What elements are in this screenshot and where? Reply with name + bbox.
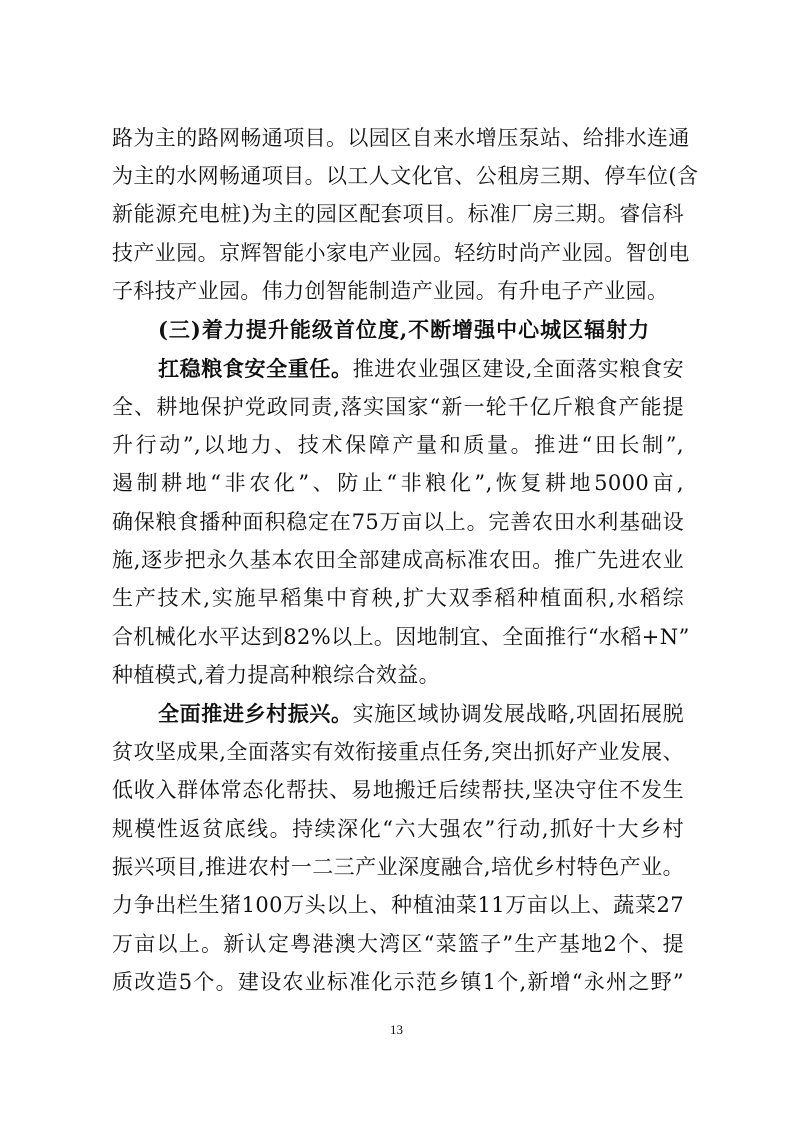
page-number: 13 [390, 1022, 403, 1037]
paragraph-text: 推进农业强区建设,全面落实粮食安 [352, 357, 684, 381]
paragraph-line: 子科技产业园。伟力创智能制造产业园。有升电子产业园。 [112, 279, 669, 303]
paragraph-line: 施,逐步把永久基本农田全部建成高标准农田。推广先进农业 [112, 548, 684, 572]
paragraph-lead: 扛稳粮食安全重任。 [158, 356, 353, 381]
paragraph-line: 生产技术,实施早稻集中育秧,扩大双季稻种植面积,水稻综 [112, 586, 684, 610]
paragraph-line: 振兴项目,推进农村一二三产业深度融合,培优乡村特色产业。 [112, 855, 684, 879]
paragraph-line: 遏制耕地“非农化”、防止“非粮化”,恢复耕地5000亩, [112, 471, 684, 495]
paragraph-line: 全、耕地保护党政同责,落实国家“新一轮千亿斤粮食产能提 [112, 395, 684, 419]
paragraph-line: 合机械化水平达到82%以上。因地制宜、全面推行“水稻+N” [112, 625, 690, 649]
paragraph-line: 万亩以上。新认定粤港澳大湾区“菜篮子”生产基地2个、提 [112, 932, 684, 956]
paragraph-text: 实施区域协调发展战略,巩固拓展脱 [352, 702, 684, 726]
paragraph-line: 技产业园。京辉智能小家电产业园。轻纺时尚产业园。智创电 [112, 241, 690, 265]
paragraph-line: 种植模式,着力提高种粮综合效益。 [112, 663, 441, 687]
paragraph-line: 规模性返贫底线。持续深化“六大强农”行动,抓好十大乡村 [112, 817, 684, 841]
paragraph-line: 确保粮食播种面积稳定在75万亩以上。完善农田水利基础设 [112, 510, 684, 534]
paragraph-first-line [158, 694, 684, 734]
paragraph-line: 为主的水网畅通项目。以工人文化官、公租房三期、停车位(含 [112, 164, 699, 188]
paragraph-line: 质改造5个。建设农业标准化示范乡镇1个,新增“永州之野” [112, 970, 684, 994]
paragraph-lead: 全面推进乡村振兴。 [158, 701, 353, 726]
paragraph-line: 力争出栏生猪100万头以上、种植油菜11万亩以上、蔬菜27 [112, 893, 684, 917]
paragraph-line: 新能源充电桩)为主的园区配套项目。标准厂房三期。睿信科 [112, 202, 684, 226]
section-heading: (三)着力提升能级首位度,不断增强中心城区辐射力 [158, 317, 651, 342]
paragraph-first-line [158, 349, 684, 389]
paragraph-line: 路为主的路网畅通项目。以园区自来水增压泵站、给排水连通 [112, 126, 690, 150]
paragraph-line: 升行动”,以地力、技术保障产量和质量。推进“田长制”, [112, 433, 684, 457]
paragraph-line: 贫攻坚成果,全面落实有效衔接重点任务,突出抓好产业发展、 [112, 740, 684, 764]
paragraph-line: 低收入群体常态化帮扶、易地搬迁后续帮扶,坚决守住不发生 [112, 778, 684, 802]
